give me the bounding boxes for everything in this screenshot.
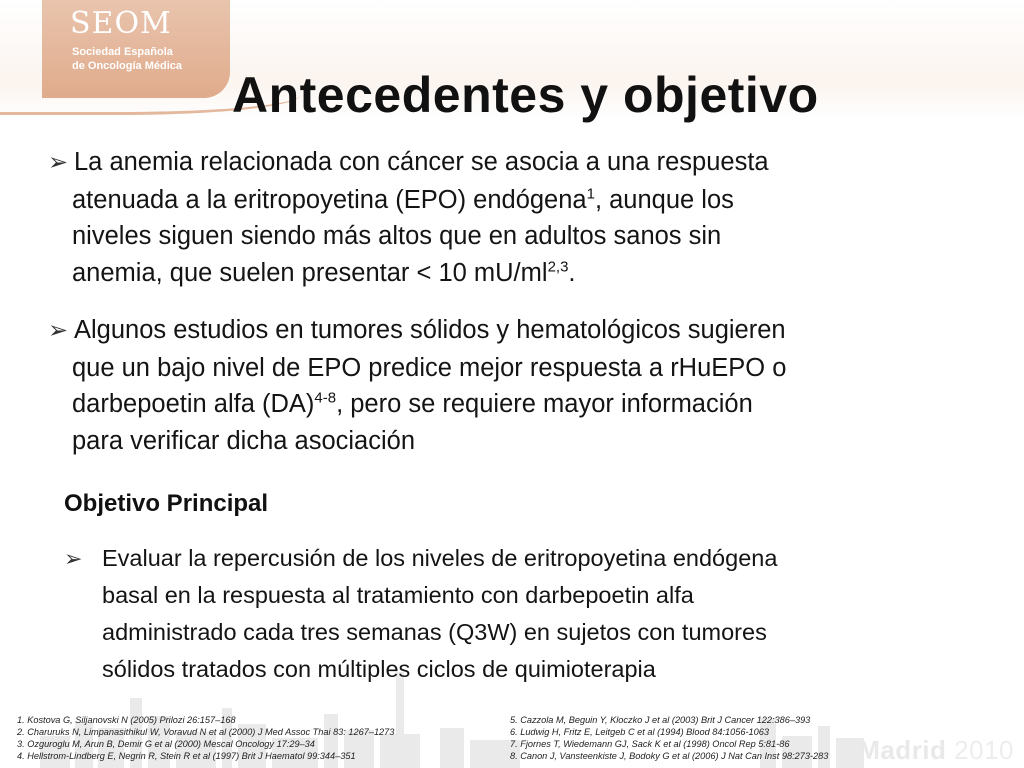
slide-title: Antecedentes y objetivo: [232, 67, 819, 123]
reference-item: 6. Ludwig H, Fritz E, Leitgeb C et al (1994) Blood 84:1056-1063: [510, 727, 769, 737]
references-left: [17, 714, 394, 762]
bullet-text: , pero se requiere mayor información: [336, 390, 753, 418]
bullet-text: La anemia relacionada con cáncer se asocia a una respuesta: [74, 148, 769, 176]
objective-line: [64, 614, 964, 651]
logo-subtitle-2: de Oncología Médica: [72, 60, 183, 72]
objective-line: [64, 540, 964, 577]
objective-text: basal en la respuesta al tratamiento con darbepoetin alfa: [102, 582, 694, 608]
bullet-text: .: [568, 258, 576, 287]
bullet-line: [48, 423, 948, 460]
bullet-line: [48, 350, 948, 387]
bullet-line: [48, 218, 948, 255]
objective-bullet: [64, 540, 964, 688]
reference-item: 5. Cazzola M, Beguin Y, Kloczko J et al (2003) Brit J Cancer 122:386–393: [510, 715, 811, 725]
bullet-text: para verificar dicha asociación: [72, 426, 416, 455]
objective-text: Evaluar la repercusión de los niveles de eritropoyetina endógena: [102, 545, 778, 571]
reference-item: 2. Charuruks N, Limpanasithikul W, Voravud N et al (2000) J Med Assoc Thai 83: 1267–1273: [17, 727, 395, 737]
bullet-line: [48, 182, 948, 219]
bullet-text: que un bajo nivel de EPO predice mejor respuesta a rHuEPO o: [72, 353, 787, 382]
madrid-2010-watermark: [858, 735, 1014, 766]
references-right: [510, 714, 828, 762]
bullet-anemia: [48, 144, 948, 291]
reference-item: 4. Hellstrom-Lindberg E, Negrin R, Stein R et al (1997) Brit J Haematol 99:344–351: [17, 751, 356, 761]
objective-heading: Objetivo Principal: [64, 490, 269, 517]
bullet-studies: [48, 312, 948, 459]
bullet-text: anemia, que suelen presentar < 10 mU/ml: [72, 258, 548, 287]
bullet-line: [48, 255, 948, 292]
logo-subtitle-1: Sociedad Española: [72, 46, 173, 58]
arrow-bullet-icon: ➢: [64, 546, 83, 571]
reference-item: 1. Kostova G, Siljanovski N (2005) Prilozi 26:157–168: [17, 715, 236, 725]
bullet-text: darbepoetin alfa (DA): [72, 390, 315, 418]
reference-item: 7. Fjornes T, Wiedemann GJ, Sack K et al (1998) Oncol Rep 5:81-86: [510, 739, 790, 749]
reference-superscript: 1: [586, 185, 595, 202]
watermark-city: Madrid: [858, 735, 947, 765]
reference-item: 3. Ozguroglu M, Arun B, Demir G et al (2000) Mescal Oncology 17:29–34: [17, 739, 315, 749]
bullet-line: [48, 312, 948, 350]
bullet-line: [48, 386, 948, 423]
bullet-text: niveles siguen siendo más altos que en adultos sanos sin: [72, 222, 722, 250]
watermark-year: 2010: [954, 735, 1014, 765]
bullet-text: , aunque los: [594, 185, 734, 214]
objective-line: [64, 577, 964, 614]
arrow-bullet-icon: ➢: [48, 317, 69, 344]
objective-text: administrado cada tres semanas (Q3W) en sujetos con tumores: [102, 619, 767, 645]
objective-text: sólidos tratados con múltiples ciclos de quimioterapia: [102, 656, 656, 682]
arrow-bullet-icon: ➢: [48, 149, 69, 176]
bullet-line: [48, 144, 948, 182]
reference-superscript: 2,3: [547, 258, 569, 275]
logo-name: SEOM: [70, 6, 172, 41]
reference-item: 8. Canon J, Vansteenkiste J, Bodoky G et al (2006) J Nat Can Inst 98:273-283: [510, 751, 829, 761]
bullet-text: atenuada a la eritropoyetina (EPO) endógena: [72, 185, 587, 214]
objective-line: [64, 651, 964, 688]
reference-superscript: 4-8: [314, 389, 337, 407]
bullet-text: Algunos estudios en tumores sólidos y hematológicos sugieren: [74, 316, 786, 344]
